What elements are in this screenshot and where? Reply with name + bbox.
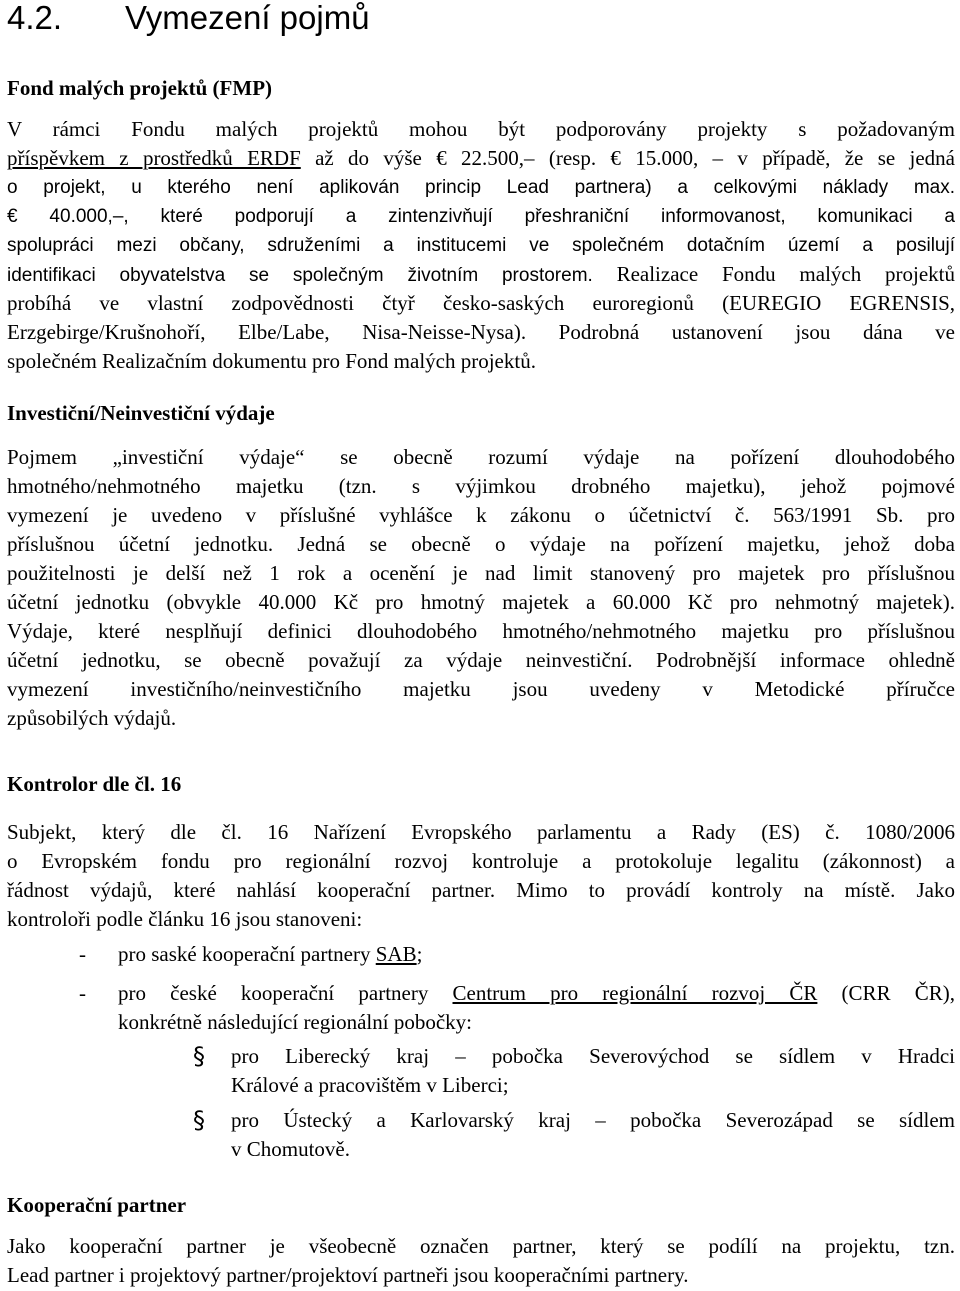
text-span: (CRR ČR), [817,981,955,1005]
text-span: Realizace Fondu malých projektů [592,262,955,286]
link-crr[interactable]: Centrum pro regionální rozvoj ČR [452,981,818,1005]
heading-fmp: Fond malých projektů (FMP) [7,76,273,100]
text-line: o projekt, u kterého není aplikován princip Lead partnera) a celkovými náklady max. [7,177,955,198]
list-dash: - [79,981,86,1005]
text-line: Lead partner i projektový partner/projektoví partneři jsou kooperačními partnery. [7,1263,689,1287]
paragraph-kontrolor [7,818,955,934]
paragraph-fmp [7,115,955,376]
sublist-item-liberec [231,1042,955,1100]
text-line: účetní jednotku, se obecně považují za výdaje neinvestiční. Podrobnější informace ohledně [7,648,955,672]
text-line: společném Realizačním dokumentu pro Fond malých projektů. [7,349,536,373]
text-span: až do výše € 22.500,– (resp. € 15.000, – v případě, že se jedná [300,146,955,170]
text-line: o Evropském fondu pro regionální rozvoj kontroluje a protokoluje legalitu (zákonnost) a [7,849,955,873]
section-bullet-icon: § [193,1042,205,1070]
text-line: Králové a pracovištěm v Liberci; [231,1073,509,1097]
text-line: v Chomutově. [231,1137,350,1161]
section-title-text: Vymezení pojmů [125,0,370,36]
text-line: řádnost výdajů, které nahlásí kooperační partner. Mimo to provádí kontroly na místě. Jako [7,878,955,902]
text-line: pro Ústecký a Karlovarský kraj – pobočka Severozápad se sídlem [231,1108,955,1132]
link-sab[interactable]: SAB [375,942,417,966]
section-bullet-icon: § [193,1106,205,1134]
section-number: 4.2. [7,0,63,36]
text-line: pro Liberecký kraj – pobočka Severovýchod se sídlem v Hradci [231,1044,955,1068]
text-span: pro saské kooperační partnery [118,942,376,966]
text-line: použitelnosti je delší než 1 rok a ocenění je nad limit stanovený pro majetek pro příslušnou [7,561,955,585]
text-line [7,260,955,289]
heading-investicni: Investiční/Neinvestiční výdaje [7,401,275,425]
paragraph-investicni [7,443,955,733]
list-item-sab [118,940,955,969]
paragraph-kooperacni [7,1232,955,1290]
list-dash: - [79,942,86,966]
text-line: spolupráci mezi občany, sdruženími a institucemi ve společném dotačním území a posilují [7,235,955,256]
section-title [7,0,370,38]
text-line: V rámci Fondu malých projektů mohou být podporovány projekty s požadovaným [7,117,955,141]
text-line: probíhá ve vlastní zodpovědnosti čtyř česko-saských euroregionů (EUREGIO EGRENSIS, [7,291,955,315]
text-line: Erzgebirge/Krušnohoří, Elbe/Labe, Nisa-Neisse-Nysa). Podrobná ustanovení jsou dána ve [7,320,955,344]
text-line: hmotného/nehmotného majetku (tzn. s výjimkou drobného majetku), jehož pojmové [7,474,955,498]
text-line: vymezení je uvedeno v příslušné vyhlášce k zákonu o účetnictví č. 563/1991 Sb. pro [7,503,955,527]
text-line: příslušnou účetní jednotku. Jedná se obecně o výdaje na pořízení majetku, jehož doba [7,532,955,556]
text-line [7,144,955,173]
text-span: pro české kooperační partnery [118,981,453,1005]
heading-kooperacni: Kooperační partner [7,1193,187,1217]
text-line: Jako kooperační partner je všeobecně označen partner, který se podílí na projektu, tzn. [7,1234,955,1258]
text-line [118,979,955,1008]
text-line: účetní jednotku (obvykle 40.000 Kč pro hmotný majetek a 60.000 Kč pro nehmotný majetek). [7,590,955,614]
text-span: ; [416,942,423,966]
text-line: kontroloři podle článku 16 jsou stanoveni: [7,907,363,931]
text-line: Pojmem „investiční výdaje“ se obecně rozumí výdaje na pořízení dlouhodobého [7,445,955,469]
heading-kontrolor: Kontrolor dle čl. 16 [7,772,182,796]
text-line: konkrétně následující regionální pobočky: [118,1010,472,1034]
text-span: identifikaci obyvatelstva se společným životním prostorem. [7,265,593,286]
list-item-crr [118,979,955,1037]
text-line: způsobilých výdajů. [7,706,177,730]
text-line: vymezení investičního/neinvestičního majetku jsou uvedeny v Metodické příručce [7,677,955,701]
underlined-text: příspěvkem z prostředků ERDF [7,146,301,170]
text-line [118,940,955,969]
text-line: Výdaje, které nesplňují definici dlouhodobého hmotného/nehmotného majetku pro příslušnou [7,619,955,643]
text-line: € 40.000,–, které podporují a zintenzivňují přeshraniční informovanost, komunikaci a [7,206,955,227]
sublist-item-usti [231,1106,955,1164]
text-line: Subjekt, který dle čl. 16 Nařízení Evropského parlamentu a Rady (ES) č. 1080/2006 [7,820,955,844]
